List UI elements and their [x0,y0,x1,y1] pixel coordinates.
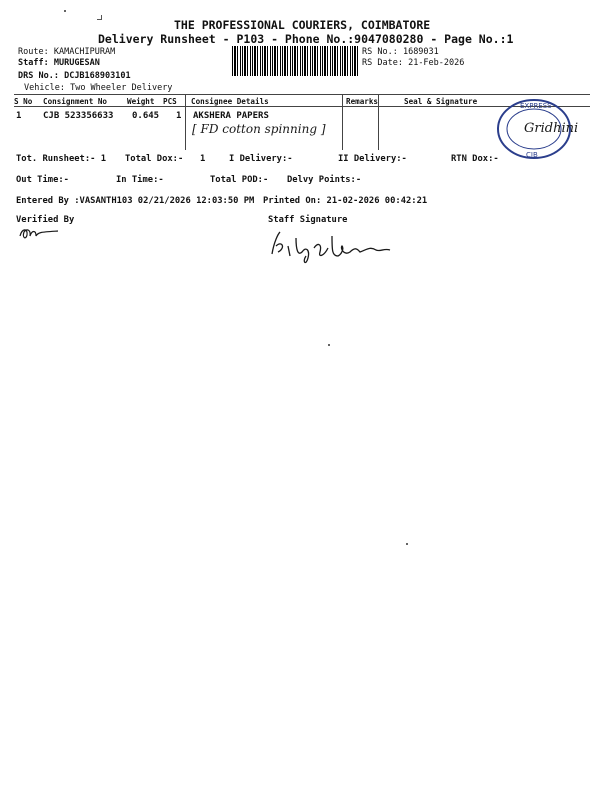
col-remarks: Remarks [346,97,379,106]
table-divider-3 [378,94,379,150]
handwritten-note: [ FD cotton spinning ] [192,122,326,136]
drs-label: DRS No.: [18,71,59,81]
route-value: KAMACHIPURAM [53,47,116,57]
speck [328,344,330,346]
col-seal-signature: Seal & Signature [404,97,478,106]
vehicle-line [24,83,172,93]
rs-date-label: RS Date: [362,58,403,68]
staff-label: Staff: [18,58,49,68]
receiver-signature: Gridhini [524,121,579,136]
printed-on: Printed On: 21-02-2026 00:42:21 [263,196,428,206]
entered-by: Entered By :VASANTH103 02/21/2026 12:03:50 PM [16,196,255,206]
table-divider-2 [342,94,343,150]
speck [64,10,66,12]
rs-no-value: 1689031 [402,47,439,57]
staff-line [18,58,100,68]
row-pcs: 1 [176,111,182,121]
staff-signature-label: Staff Signature [268,215,348,225]
staff-signature [266,226,416,268]
company-title: THE PROFESSIONAL COURIERS, COIMBATORE [174,18,431,32]
out-time: Out Time:- [16,175,69,185]
row-weight: 0.645 [132,111,160,121]
corner-mark [97,15,102,20]
runsheet-title: Delivery Runsheet - P103 - Phone No.:9047080280 - Page No.:1 [98,32,514,46]
drs-value: DCJB168903101 [64,71,131,81]
row-consignee: AKSHERA PAPERS [193,111,269,121]
col-pcs: PCS [163,97,177,106]
total-dox-value: 1 [200,154,206,164]
col-sno: S No [14,97,33,106]
col-consignment: Consignment No [43,97,108,106]
barcode [232,46,358,76]
verified-by-label: Verified By [16,215,75,225]
vehicle-value: Two Wheeler Delivery [70,83,173,93]
rs-no-label: RS No.: [362,47,398,57]
staff-value: MURUGESAN [53,58,100,68]
stamp-top-text: EXPRESS [520,102,552,110]
table-divider-1 [185,94,186,150]
in-time: In Time:- [116,175,164,185]
col-weight: Weight [127,97,155,106]
tot-runsheet: Tot. Runsheet:- 1 [16,154,107,164]
route-label: Route: [18,47,49,57]
rs-date-value: 21-Feb-2026 [408,58,465,68]
speck [406,543,408,545]
ii-delivery: II Delivery:- [338,154,407,164]
stamp-bottom-text: CJB [526,151,538,159]
row-sno: 1 [16,111,22,121]
rs-no-line [362,47,439,57]
rs-date-line [362,58,464,68]
delvy-points: Delvy Points:- [287,175,362,185]
col-consignee: Consignee Details [191,97,269,106]
i-delivery: I Delivery:- [229,154,293,164]
verified-signature [18,224,62,244]
total-pod: Total POD:- [210,175,269,185]
drs-line [18,71,131,81]
vehicle-label: Vehicle: [24,83,65,93]
row-consignment: CJB 523356633 [43,111,114,121]
total-dox: Total Dox:- [125,154,184,164]
route-line [18,47,115,57]
rtn-dox: RTN Dox:- [451,154,499,164]
